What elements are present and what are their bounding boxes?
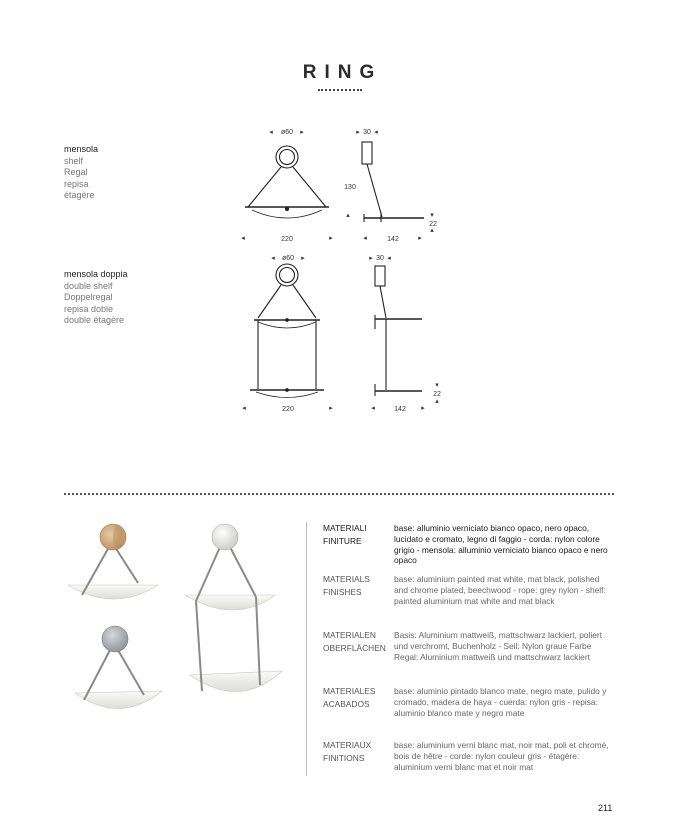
materials-text: base: aluminium verni blanc mat, noir mat, poli et chromé, bois de hêtre - corde: nylon couleur gris - étagère: aluminium verni blanc mat et noir mat — [394, 740, 609, 772]
single-shelf-side-drawing — [362, 142, 424, 222]
dim-width-double: 220 — [282, 406, 294, 413]
dim-depth-top-double: 30 — [376, 255, 384, 262]
svg-text:◂: ◂ — [371, 405, 375, 412]
svg-text:▸: ▸ — [356, 129, 360, 136]
double-shelf-front-drawing — [250, 264, 324, 398]
materials-label — [323, 630, 391, 654]
finishes-label-line: FINITURE — [323, 535, 362, 546]
finishes-label-line: ACABADOS — [323, 698, 370, 709]
svg-text:▴: ▴ — [430, 227, 434, 234]
materials-label — [323, 686, 391, 710]
svg-text:◂: ◂ — [241, 235, 245, 242]
svg-text:▸: ▸ — [329, 405, 333, 412]
svg-text:▸: ▸ — [300, 129, 304, 136]
svg-text:▸: ▸ — [329, 235, 333, 242]
materials-text: Basis: Aluminium mattweiß, mattschwarz lackiert, poliert und verchromt, Buchenholz - Seil: Nylon graue Farbe Regal: Aluminium mattweiß und mattschwarz lackiert — [394, 630, 603, 662]
product-translation: double étagère — [64, 315, 125, 325]
page-title: RING — [302, 62, 383, 83]
dim-thickness-single: 22 — [429, 221, 437, 228]
dim-ring-double: ø60 — [281, 255, 295, 262]
materials-label — [323, 523, 391, 547]
svg-text:▸: ▸ — [418, 235, 422, 242]
finishes-label-line: FINISHES — [323, 586, 362, 597]
svg-text:◂: ◂ — [363, 235, 367, 242]
product-translation: Regal — [64, 167, 88, 177]
materials-label-line: MATERIALS — [323, 574, 370, 584]
product-translation: repisa doble — [64, 303, 114, 314]
materials-label-line: MATERIALES — [323, 686, 376, 696]
page-number: 211 — [598, 803, 613, 813]
svg-text:◂: ◂ — [374, 129, 378, 136]
product-name: mensola doppia — [64, 269, 128, 279]
svg-text:◂: ◂ — [387, 255, 391, 262]
dim-depth-double: 142 — [394, 406, 406, 413]
svg-text:▸: ▸ — [301, 255, 305, 262]
materials-label-line: MATERIALI — [323, 523, 367, 533]
materials-text: base: aluminio pintado blanco mate, negro mate, pulido y cromado, madera de haya - cuerda: nylon gris - repisa: aluminio blanco mate y negro mate — [394, 686, 607, 718]
svg-text:▾: ▾ — [435, 382, 439, 389]
section-divider — [64, 493, 614, 495]
finishes-label-line: FINITIONS — [323, 752, 365, 763]
product-translation: double shelf — [64, 280, 113, 291]
dim-depth-top-single: 30 — [363, 129, 371, 136]
materials-text: base: alluminio verniciato bianco opaco, nero opaco, lucidato e cromato, legno di faggio - corda: nylon colore grigio - mensola: alluminio verniciato bianco opaco e nero opaco — [394, 523, 608, 566]
dim-ring-single: ø60 — [280, 129, 294, 136]
svg-text:◂: ◂ — [271, 255, 275, 262]
svg-text:◂: ◂ — [269, 129, 273, 136]
double-shelf-side-drawing — [375, 266, 422, 396]
svg-text:▸: ▸ — [421, 405, 425, 412]
single-shelf-front-drawing — [245, 146, 329, 218]
finishes-label-line: OBERFLÄCHEN — [323, 642, 386, 653]
product-photo — [60, 515, 300, 740]
wood-shelf-image — [68, 524, 158, 599]
svg-text:◂: ◂ — [242, 405, 246, 412]
grey-shelf-image — [75, 626, 162, 709]
materials-label — [323, 574, 391, 598]
product-translation: shelf — [64, 155, 84, 166]
dim-thickness-double: 22 — [433, 391, 441, 398]
product-translation: repisa — [64, 178, 89, 189]
svg-text:▴: ▴ — [346, 212, 350, 219]
materials-divider — [306, 522, 307, 776]
dim-height-single: 130 — [344, 184, 356, 191]
white-double-shelf-image — [185, 524, 282, 692]
product-name: mensola — [64, 144, 99, 154]
materials-label — [323, 740, 391, 764]
svg-text:▴: ▴ — [435, 398, 439, 405]
svg-text:▸: ▸ — [369, 255, 373, 262]
product-translation: Doppelregal — [64, 292, 113, 302]
materials-label-line: MATERIALEN — [323, 630, 376, 640]
svg-text:▾: ▾ — [430, 212, 434, 219]
product-translation: étagère — [64, 190, 95, 200]
materials-label-line: MATERIAUX — [323, 740, 372, 750]
materials-text: base: aluminium painted mat white, mat black, polished and chrome plated, beechwood - rope: grey nylon - shelf: painted aluminium mat white and mat black — [394, 574, 606, 606]
dim-depth-single: 142 — [387, 236, 399, 243]
dim-width-single: 220 — [281, 236, 293, 243]
